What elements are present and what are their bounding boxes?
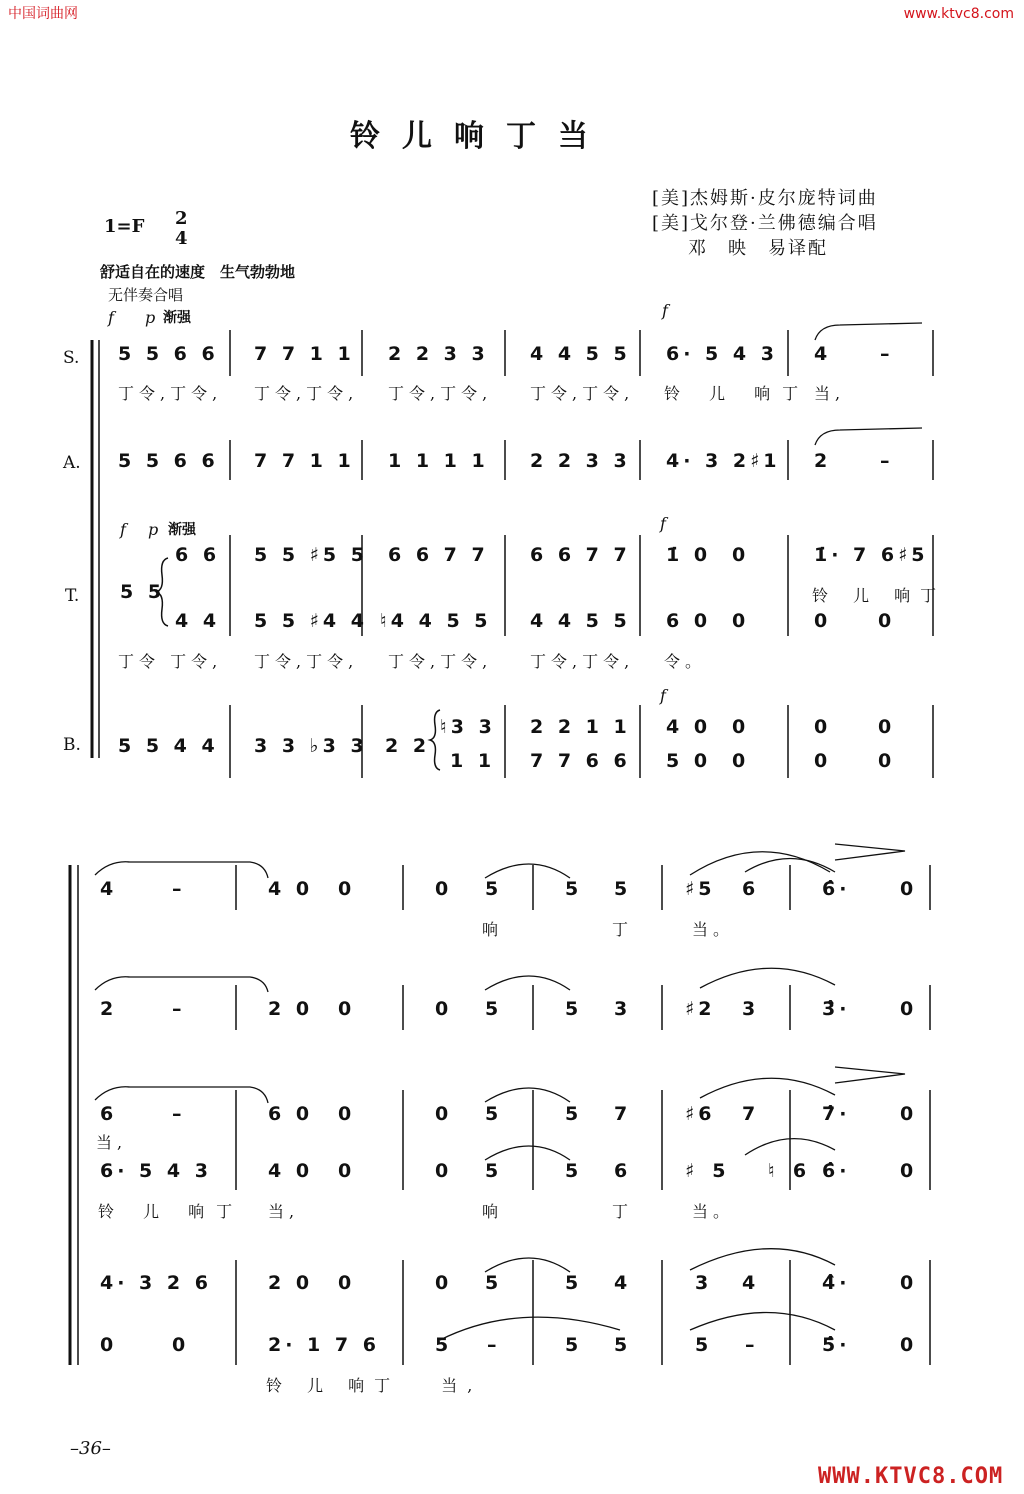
- tenor-note: ♯6: [685, 1103, 716, 1125]
- tenor2-note: 6: [614, 1160, 632, 1182]
- voice-label-alto: A.: [63, 453, 81, 473]
- bass2-rest: 0: [172, 1334, 190, 1356]
- dynamic-cresc: 渐强: [163, 310, 191, 326]
- soprano-note: 6: [742, 878, 760, 900]
- tenor-rest: 0: [732, 610, 750, 632]
- tenor-note: 5: [565, 1103, 583, 1125]
- bass-note: 5: [485, 1272, 503, 1294]
- bass2-note: 5: [695, 1334, 713, 1356]
- tenor-rest: 0: [878, 610, 896, 632]
- soprano-lyric: 丁: [612, 920, 634, 939]
- tenor-rest: 0: [732, 544, 750, 566]
- decrescendo-hairpin: [835, 1067, 905, 1083]
- soprano-lyric: 丁令,丁令,: [530, 384, 635, 403]
- bass-rest: 0: [878, 750, 896, 772]
- bass-rest: 0: [338, 1272, 356, 1294]
- credit-lyrics: [美]杰姆斯·皮尔庞特词曲: [652, 188, 878, 209]
- tempo-marking: 舒适自在的速度 生气勃勃地: [100, 263, 296, 281]
- tenor-upper-note: 6 6: [175, 544, 221, 566]
- alto-measure: 2 0: [268, 998, 314, 1020]
- soprano-measure: 4 4 5 5: [530, 343, 631, 365]
- soprano-measure: 6· 5 4 3: [666, 343, 778, 365]
- performance-mode: 无伴奏合唱: [108, 286, 184, 304]
- tenor-upper-measure: 1̇· 7 6♯5: [814, 544, 929, 566]
- tenor-dash: –: [172, 1103, 186, 1125]
- tenor2-note: 5: [485, 1160, 503, 1182]
- bass2-lyric: 铃 儿 响丁 当,: [266, 1376, 483, 1395]
- bass-measure: 2 0: [268, 1272, 314, 1294]
- bass2-rest: 0: [100, 1334, 118, 1356]
- tenor2-lyric: 当。: [692, 1202, 735, 1221]
- bass2-note: 5: [565, 1334, 583, 1356]
- soprano-note: ♯5: [685, 878, 716, 900]
- soprano-note: 4: [100, 878, 118, 900]
- tenor-lower-measure: ♮4 4 5 5: [380, 610, 492, 632]
- soprano-note: 5: [565, 878, 583, 900]
- alto-note: 5: [565, 998, 583, 1020]
- tenor-rest: 0: [900, 1103, 918, 1125]
- bass-note: 4̂·: [822, 1272, 851, 1294]
- bass-rest: 0: [814, 716, 832, 738]
- tenor2-lyric: 丁: [612, 1202, 634, 1221]
- tenor2-lyric: 铃 儿 响丁: [98, 1202, 245, 1221]
- bass-note: 3: [695, 1272, 713, 1294]
- soprano-rest: 0: [435, 878, 453, 900]
- bass-measure: 3 3 ♭3 3: [254, 735, 368, 757]
- tenor-upper-measure: 5 5 ♯5 5: [254, 544, 368, 566]
- soprano-measure: 2 2 3 3: [388, 343, 489, 365]
- dynamic-f: f: [660, 514, 666, 533]
- bass-rest: 0: [732, 716, 750, 738]
- alto-rest: 0: [435, 998, 453, 1020]
- key-signature: 1=F: [104, 216, 145, 237]
- soprano-rest: 0: [900, 878, 918, 900]
- bass-rest: 0: [814, 750, 832, 772]
- tenor-measure: 6 0: [268, 1103, 314, 1125]
- tenor2-measure: 4 0: [268, 1160, 314, 1182]
- tenor2-measure: 6· 5 4 3: [100, 1160, 212, 1182]
- alto-note: 2: [814, 450, 832, 472]
- alto-rest: 0: [900, 998, 918, 1020]
- voice-label-soprano: S.: [63, 348, 80, 368]
- tenor-lyric: 令。: [664, 652, 707, 671]
- time-denominator: 4: [175, 228, 188, 249]
- alto-note: 3̂·: [822, 998, 851, 1020]
- ties: [95, 323, 922, 1340]
- tenor-lyric: 当,: [96, 1133, 128, 1152]
- credit-arranger: [美]戈尔登·兰佛德编合唱: [652, 213, 878, 234]
- soprano-lyric: 响: [482, 920, 504, 939]
- bass2-measure: 2· 1 7 6: [268, 1334, 380, 1356]
- tenor-lyric: 铃 儿 响丁: [812, 586, 947, 605]
- bass2-note: 5: [614, 1334, 632, 1356]
- tenor-note: 6: [100, 1103, 118, 1125]
- dynamic-f: f: [108, 308, 114, 327]
- soprano-lyric: 丁令,丁令,: [118, 384, 223, 403]
- bass-measure: 4· 3 2 6: [100, 1272, 212, 1294]
- tenor2-note: 5: [565, 1160, 583, 1182]
- tenor-upper-measure: 1̇ 0: [666, 544, 712, 566]
- tenor-lyric: 丁令,丁令,: [388, 652, 493, 671]
- site-url[interactable]: www.ktvc8.com: [903, 6, 1014, 22]
- bass-note: 5: [565, 1272, 583, 1294]
- bass2-dash: –: [487, 1334, 501, 1356]
- bass-divisi-brace: [430, 710, 440, 770]
- tenor-rest: 0: [338, 1103, 356, 1125]
- soprano-measure: 4 0: [268, 878, 314, 900]
- tenor-upper-measure: 6 6 7 7: [388, 544, 489, 566]
- bass-lower-note: 1 1: [450, 750, 496, 772]
- tenor-note: 5: [485, 1103, 503, 1125]
- alto-dash: –: [172, 998, 186, 1020]
- soprano-measure: 7 7 1 1: [254, 343, 355, 365]
- tenor-lower-note: 4 4: [175, 610, 221, 632]
- tenor-lyric: 丁令 丁令,: [118, 652, 223, 671]
- site-name[interactable]: 中国词曲网: [8, 6, 78, 22]
- dynamic-f: f: [662, 301, 668, 320]
- bass-lower-measure: 5 0: [666, 750, 712, 772]
- bass-rest: 0: [435, 1272, 453, 1294]
- dynamic-p: p: [145, 308, 156, 327]
- bass-rest: 0: [732, 750, 750, 772]
- bass-rest: 0: [900, 1272, 918, 1294]
- bass-upper-measure: 4 0: [666, 716, 712, 738]
- alto-note: 2: [100, 998, 118, 1020]
- tenor-lyric: 丁令,丁令,: [530, 652, 635, 671]
- soprano-dash: –: [172, 878, 186, 900]
- bass-lower-measure: 7 7 6 6: [530, 750, 631, 772]
- alto-measure: 2 2 3 3: [530, 450, 631, 472]
- bass2-note: 5̂·: [822, 1334, 851, 1356]
- time-numerator: 2: [175, 208, 188, 229]
- soprano-note: 5: [485, 878, 503, 900]
- tenor2-measure: ♯5 ♮6: [685, 1160, 825, 1182]
- alto-rest: 0: [338, 998, 356, 1020]
- bass-measure: 5 5 4 4: [118, 735, 219, 757]
- dynamic-p: p: [148, 520, 159, 539]
- tenor-note: 7̂·: [822, 1103, 851, 1125]
- voice-label-bass: B.: [63, 735, 81, 755]
- soprano-lyric: 丁令,丁令,: [254, 384, 359, 403]
- soprano-dash: –: [880, 343, 894, 365]
- soprano-rest: 0: [338, 878, 356, 900]
- soprano-lyric: 铃 儿 响丁: [664, 384, 811, 403]
- tenor-note: 7: [614, 1103, 632, 1125]
- decrescendo-hairpin: [835, 844, 905, 860]
- dynamic-f: f: [120, 520, 126, 539]
- alto-measure: 4· 3 2♯1: [666, 450, 781, 472]
- tenor2-rest: 0: [900, 1160, 918, 1182]
- soprano-note: 5: [614, 878, 632, 900]
- tenor2-rest: 0: [338, 1160, 356, 1182]
- tenor-measure: 5 5: [120, 581, 166, 603]
- song-title: 铃儿响丁当: [350, 119, 610, 154]
- tenor-lower-measure: 5 5 ♯4 4: [254, 610, 368, 632]
- tenor-lower-measure: 4 4 5 5: [530, 610, 631, 632]
- bass2-rest: 0: [900, 1334, 918, 1356]
- soprano-measure: 5 5 6 6: [118, 343, 219, 365]
- alto-note: 3: [742, 998, 760, 1020]
- tenor2-note: 6̂·: [822, 1160, 851, 1182]
- page-number: –36–: [70, 1438, 111, 1459]
- tenor-note: 7: [742, 1103, 760, 1125]
- tenor2-lyric: 当,: [268, 1202, 300, 1221]
- tenor2-rest: 0: [435, 1160, 453, 1182]
- soprano-note: 6̂·: [822, 878, 851, 900]
- tenor2-lyric: 响: [482, 1202, 504, 1221]
- soprano-lyric: 当,: [814, 384, 846, 403]
- tenor-rest: 0: [435, 1103, 453, 1125]
- bass-note: 4: [614, 1272, 632, 1294]
- alto-note: ♯2: [685, 998, 716, 1020]
- bass2-dash: –: [745, 1334, 759, 1356]
- bass-upper-note: ♮3 3: [440, 716, 496, 738]
- bass-rest: 0: [878, 716, 896, 738]
- alto-measure: 1 1 1 1: [388, 450, 489, 472]
- alto-dash: –: [880, 450, 894, 472]
- tenor-upper-measure: 6 6 7 7: [530, 544, 631, 566]
- soprano-note: 4: [814, 343, 832, 365]
- bass2-note: 5: [435, 1334, 453, 1356]
- alto-note: 5: [485, 998, 503, 1020]
- bass-measure: 2 2: [385, 735, 431, 757]
- tenor-lyric: 丁令,丁令,: [254, 652, 359, 671]
- alto-measure: 5 5 6 6: [118, 450, 219, 472]
- dynamic-cresc: 渐强: [168, 522, 196, 538]
- bass-note: 4: [742, 1272, 760, 1294]
- alto-measure: 7 7 1 1: [254, 450, 355, 472]
- tenor-rest: 0: [814, 610, 832, 632]
- voice-label-tenor: T.: [65, 586, 80, 606]
- ktvc8-logo[interactable]: WWW.KTVC8.COM: [818, 1464, 1004, 1489]
- credit-translator: 邓 映 易译配: [688, 238, 828, 259]
- soprano-lyric: 丁令,丁令,: [388, 384, 493, 403]
- tenor-lower-measure: 6 0: [666, 610, 712, 632]
- alto-note: 3: [614, 998, 632, 1020]
- soprano-lyric: 当。: [692, 920, 735, 939]
- bass-upper-measure: 2 2 1 1: [530, 716, 631, 738]
- dynamic-f: f: [660, 686, 666, 705]
